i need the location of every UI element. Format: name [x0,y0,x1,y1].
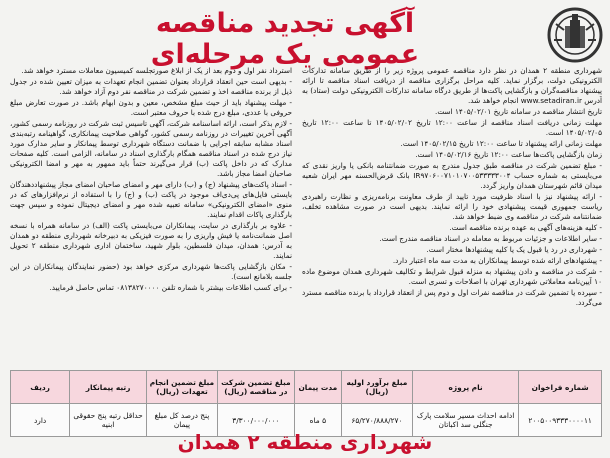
paragraph: زمان بازگشایی پاکت‌ها ساعت ۱۲:۰۰ تاریخ ۱۴۰۵/۰۲/۱۶ است. [415,150,602,159]
right-column [302,66,602,366]
table-cell: پنج درصد کل مبلغ پیمان [146,404,217,437]
paragraph: - مهلت پیشنهاد باید از حیث مبلغ مشخص، معین و بدون ابهام باشد. در صورت تعارض مبلغ حروفی با عددی، مبلغ درج شده با حروف معتبر است. [10,98,292,117]
column-header: مدت پیمان [294,371,341,404]
table-cell: ۲۰۰۵۰۰۹۳۳۳۰۰۰۰۱۱ [519,404,602,437]
table-cell: حداقل رتبه پنج حقوقی ابنیه [70,404,147,437]
column-header: نام پروژه [412,371,518,404]
footer-signature: شهرداری منطقه ۲ همدان [177,430,433,454]
paragraph: مهلت زمانی ارائه پیشنهاد تا ساعت ۱۲:۰۰ تاریخ ۱۴۰۵/۰۲/۱۵ است. [400,139,602,148]
paragraph: - مبلغ تضمین شرکت در مناقصه طبق جدول مندرج به صورت ضمانتنامه بانکی یا واریز نقدی که می‌بایستی به شماره حساب IR۹۷۰۶۰۰۷۱۰۱۰۷۰۰۵۳۳۳۳۳۰۰۴ بانک قرض‌الحسنه مهر ایران شعبه میدان قائم شهرستان همدان واریز گردد. [302,161,602,190]
paragraph: - کلیه هزینه‌های آگهی به عهده برنده مناقصه است. [449,223,602,232]
header [0,0,610,70]
table-cell: ۶۵/۲۷۰/۸۸۸/۲۷۰ [341,404,412,437]
column-header: مبلغ تضمین شرکت در مناقصه (ریال) [217,371,294,404]
paragraph: - پیشنهادهای ارائه شده توسط پیمانکاران به مدت سه ماه اعتبار دارد. [392,256,602,265]
paragraph: - شهرداری در رد یا قبول یک یا کلیه پیشنهادها مختار است. [426,245,602,254]
column-header: ردیف [11,371,70,404]
tender-table [10,370,602,437]
paragraph: - سایر اطلاعات و جزئیات مربوط به معامله در اسناد مناقصه مندرج است. [379,234,602,243]
paragraph: مهلت زمانی دریافت اسناد مناقصه از ساعت ۱۲:۰۰ تاریخ ۱۴۰۵/۰۲/۰۲ تا ساعت ۱۲:۰۰ تاریخ ۱۴۰۵/۰۲/۰۵ است. [302,118,602,137]
logo-graphic [546,4,604,64]
tender-table-grid [10,370,602,437]
paragraph: - علاوه بر بارگذاری در سایت، پیمانکاران می‌بایستی پاکت (الف) در سامانه همراه با نسخه اصل ضمانت‌نامه یا فیش واریزی را به صورت فیزیکی به دبیرخانه شهرداری منطقه دو همدان به آدرس: همدان، میدان فلسطین، بلوار شهید، ساختمان اداری شهرداری منطقه ۲ تحویل نمایند. [10,221,292,260]
paragraph: - سپرده یا تضمین شرکت در مناقصه نفرات اول و دوم پس از انعقاد قرارداد با برنده مناقصه مسترد می‌گردد. [302,288,602,307]
table-cell: ۳/۳۰۰/۰۰۰/۰۰۰ [217,404,294,437]
paragraph: - بدیهی است حین انعقاد قرارداد بعنوان تضمین انجام تعهدات به میزان تعیین شده در جدول ذیل از برنده مناقصه اخذ و تضمین شرکت در مناقصه نفر دوم آزاد خواهد شد. [10,77,292,96]
paragraph: - ارائه پیشنهاد نیز با اسناد ظرفیت مورد تایید از طرف معاونت برنامه‌ریزی و نظارت راهبردی ریاست جمهوری قیمت پیشنهادی خود را ارائه نمایند. بدیهی است در صورت مشاهده تخلف، ضمانتنامه شرکت در مناقصه وی ضبط خواهد شد. [302,192,602,221]
paragraph: - شرکت در مناقصه و دادن پیشنهاد به منزله قبول شرایط و تکالیف شهرداری همدان موضوع ماده ۱۰ آیین‌نامه معاملاتی شهرداری تهران با اصلاحات و تسری است. [302,267,602,286]
column-header: مبلغ برآورد اولیه (ریال) [341,371,412,404]
paragraph: - اسناد پاکت‌های پیشنهاد (ج) و (ب) دارای مهر و امضای صاحبان امضای مجاز پیشنهاددهندگان بایستی فایل‌های پی‌دی‌اف موجود در پاکت (ب) و (ج) را با استفاده از نرم‌افزارهای که در منوی «امضای الکترونیکی» سامانه تعبیه شده مهر و امضای دیجیتال نموده و سپس جهت بارگذاری پاکات اقدام نمایند. [10,180,292,219]
page-title: آگهی تجدید مناقصه عمومی یک مرحله‌ای [150,8,420,70]
left-column [10,66,292,366]
paragraph: شهرداری منطقه ۲ همدان در نظر دارد مناقصه عمومی پروژه زیر را از طریق سامانه تدارکات الکترونیکی دولت، برگزار نماید. کلیه مراحل برگزاری مناقصه از دریافت اسناد مناقصه تا ارائه پیشنهاد مناقصه‌گران و بازگشایی پاکت‌ها از طریق درگاه سامانه تدارکات الکترونیکی دولت (ستاد) به آدرس www.setadiran.ir انجام خواهد شد. [302,66,602,105]
paragraph: - برای کسب اطلاعات بیشتر با شماره تلفن ۰۸۱۳۸۲۷۰۰۰۰ تماس حاصل فرمایید. [49,283,292,292]
table-cell: ۵ ماه [294,404,341,437]
municipality-logo-icon [546,4,604,64]
paragraph: استرداد نفر اول و دوم بعد از یک از ابلاغ صورتجلسه کمیسیون معاملات مسترد خواهد شد. [21,66,292,75]
column-header: رتبه پیمانکار [70,371,147,404]
body-columns [10,66,602,366]
paragraph: - لازم بذکر است، ارائه اساسنامه شرکت، آگهی تاسیس ثبت شرکت در روزنامه رسمی کشور، آگهی آخرین تغییرات در روزنامه رسمی کشور، گواهی صلاحیت پیمانکاری، گواهینامه رتبه‌بندی اسناد مشابه سابقه اجرایی با ضمانت دستگاه شهرداری توسط پیمانکار و سایر مدارک مورد نیاز درج شده در اسناد مناقصه همگام بارگذاری اسناد در سامانه، الزامی است. کلیه صفحات مدارک که در داخل پاکت (ب) قرار می‌گیرند حتماً باید ممهور به مهر و امضا الکترونیکی صاحبان امضا مجاز باشد. [10,119,292,178]
paragraph: - مکان بازگشایی پاکت‌ها شهرداری مرکزی خواهد بود (حضور نمایندگان پیمانکاران در این جلسه بلامانع است). [10,262,292,281]
table-cell: ادامه احداث مسیر سلامت پارک جنگلی سد اکباتان [412,404,518,437]
table-cell: دارد [11,404,70,437]
column-header: مبلغ تضمین انجام تعهدات (ریال) [146,371,217,404]
paragraph: تاریخ انتشار مناقصه در سامانه تاریخ ۱۴۰۵/۰۲/۰۱ است. [435,107,602,116]
table-header-row [11,371,602,404]
column-header: شماره فراخوان [519,371,602,404]
